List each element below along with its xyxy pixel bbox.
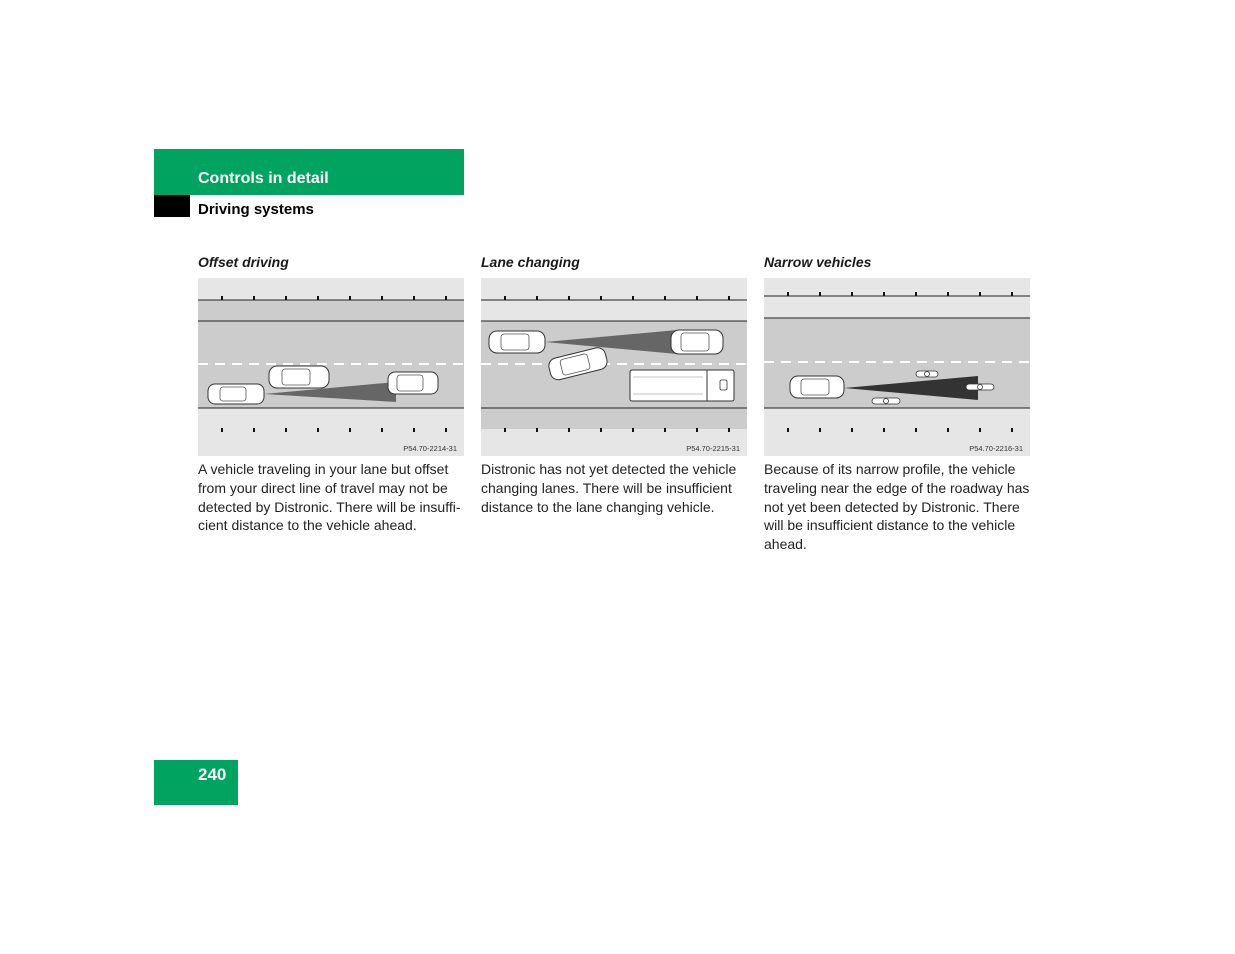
figure-code: P54.70-2215-31 — [686, 444, 740, 453]
column-title: Offset driving — [198, 254, 289, 270]
motorcycle-icon — [966, 384, 994, 390]
column-description: Because of its narrow profile, the vehicle traveling near the edge of the roadway has not yet been detected by Distronic. There will be insufficient distance to the vehicle ahead. — [764, 461, 1030, 553]
own-car-icon — [489, 331, 545, 353]
figure-code: P54.70-2214-31 — [403, 444, 457, 453]
narrow-vehicles-illustration — [764, 278, 1030, 456]
subsection-title: Driving systems — [198, 201, 314, 218]
column-lane-changing — [481, 254, 747, 516]
motorcycle-icon — [916, 371, 938, 377]
offset-driving-illustration — [198, 278, 464, 456]
truck-icon — [630, 370, 734, 401]
figure-code: P54.70-2216-31 — [969, 444, 1023, 453]
vehicle-ahead-icon — [388, 372, 438, 394]
header-tab-marker — [154, 195, 190, 217]
page-number: 240 — [198, 765, 227, 784]
column-narrow-vehicles — [764, 254, 1030, 554]
vehicle-ahead-icon — [671, 330, 723, 354]
column-title: Narrow vehicles — [764, 254, 872, 270]
lane-changing-illustration — [481, 278, 747, 456]
motorcycle-icon — [872, 398, 900, 404]
column-description: Distronic has not yet detected the vehicle changing lanes. There will be insufficient distance to the lane changing vehicle. — [481, 461, 737, 515]
own-car-icon — [790, 376, 844, 398]
column-offset-driving — [198, 254, 464, 535]
offset-car-icon — [269, 366, 329, 388]
column-description: A vehicle traveling in your lane but offset from your direct line of travel may not be detected by Distronic. There will be insuffi-cient distance to the vehicle ahead. — [198, 461, 461, 534]
own-car-icon — [208, 384, 264, 404]
column-title: Lane changing — [481, 254, 580, 270]
section-title: Controls in detail — [198, 170, 329, 187]
